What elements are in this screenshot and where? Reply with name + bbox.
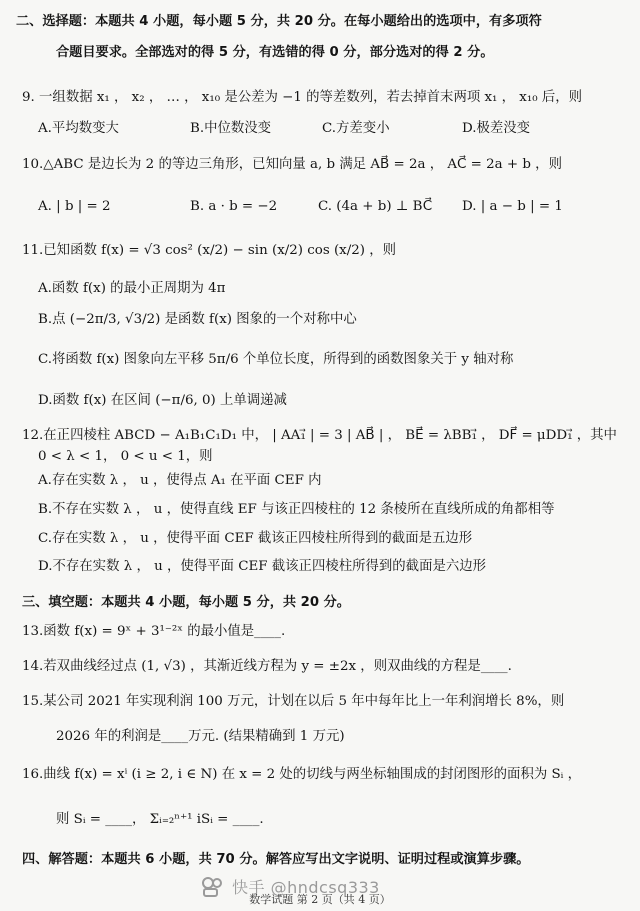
q16-line2: 则 Sᵢ = ____， Σᵢ₌₂ⁿ⁺¹ iSᵢ = ____. <box>56 812 264 827</box>
q9-option-d: D.极差没变 <box>462 121 531 136</box>
q11-option-d: D.函数 f(x) 在区间 (−π/6, 0) 上单调递减 <box>38 393 287 408</box>
watermark: 快手 @hndcsq333 <box>232 878 380 897</box>
q15-line2: 2026 年的利润是____万元. (结果精确到 1 万元) <box>56 729 345 744</box>
page-footer: 数学试题 第 2 页（共 4 页） <box>249 893 391 906</box>
q15-line1: 15.某公司 2021 年实现利润 100 万元，计划在以后 5 年中每年比上一年利润增长 8%，则 <box>22 694 565 709</box>
q9-option-b: B.中位数没变 <box>190 121 272 136</box>
section3-heading: 三、填空题：本题共 4 小题，每小题 5 分，共 20 分。 <box>22 595 350 610</box>
section2-heading-line1: 二、选择题：本题共 4 小题，每小题 5 分，共 20 分。在每小题给出的选项中，有多项符 <box>16 14 542 29</box>
q12-option-d: D.不存在实数 λ ， u ，使得平面 CEF 截该正四棱柱所得到的截面是六边形 <box>38 559 487 574</box>
q14: 14.若双曲线经过点 (1, √3) ，其渐近线方程为 y = ±2x ，则双曲线的方程是____. <box>22 659 512 674</box>
q16-line1: 16.曲线 f(x) = xⁱ (i ≥ 2, i ∈ N) 在 x = 2 处的切线与两坐标轴围成的封闭图形的面积为 Sᵢ ， <box>22 767 581 782</box>
q10-stem: 10.△ABC 是边长为 2 的等边三角形，已知向量 a, b 满足 AB⃗ = 2a ， AC⃗ = 2a + b ，则 <box>22 157 562 172</box>
q9-stem: 9. 一组数据 x₁ ， x₂ ， … ， x₁₀ 是公差为 −1 的等差数列，若去掉首末两项 x₁ ， x₁₀ 后，则 <box>22 90 583 105</box>
q12-stem-line2: 0 < λ < 1， 0 < u < 1，则 <box>38 449 213 464</box>
q12-option-b: B.不存在实数 λ ， u ，使得直线 EF 与该正四棱柱的 12 条棱所在直线所成的角都相等 <box>38 502 555 517</box>
q12-option-a: A.存在实数 λ ， u ，使得点 A₁ 在平面 CEF 内 <box>38 473 322 488</box>
q10-option-a: A. | b | = 2 <box>38 199 111 214</box>
q10-option-b: B. a · b = −2 <box>190 199 278 214</box>
q13: 13.函数 f(x) = 9ˣ + 3¹⁻²ˣ 的最小值是____. <box>22 624 286 639</box>
q11-stem: 11.已知函数 f(x) = √3 cos² (x/2) − sin (x/2) cos (x/2) ，则 <box>22 243 397 258</box>
q9-option-a: A.平均数变大 <box>38 121 119 136</box>
section4-heading: 四、解答题：本题共 6 小题，共 70 分。解答应写出文字说明、证明过程或演算步骤。 <box>22 852 530 867</box>
q9-option-c: C.方差变小 <box>322 121 390 136</box>
q11-option-c: C.将函数 f(x) 图象向左平移 5π/6 个单位长度，所得到的函数图象关于 y 轴对称 <box>38 352 514 367</box>
q11-option-a: A.函数 f(x) 的最小正周期为 4π <box>38 281 226 296</box>
q12-option-c: C.存在实数 λ ， u ，使得平面 CEF 截该正四棱柱所得到的截面是五边形 <box>38 531 473 546</box>
q10-option-d: D. | a − b | = 1 <box>462 199 563 214</box>
q11-option-b: B.点 (−2π/3, √3/2) 是函数 f(x) 图象的一个对称中心 <box>38 312 357 327</box>
section2-heading-line2: 合题目要求。全部选对的得 5 分，有选错的得 0 分，部分选对的得 2 分。 <box>56 45 494 60</box>
q10-option-c: C. (4a + b) ⊥ BC⃗ <box>318 199 433 214</box>
q12-stem-line1: 12.在正四棱柱 ABCD − A₁B₁C₁D₁ 中， | AA₁⃗ | = 3 | AB⃗ | ， BE⃗ = λBB₁⃗ ， DF⃗ = μDD₁⃗ ，其中 <box>22 428 617 443</box>
